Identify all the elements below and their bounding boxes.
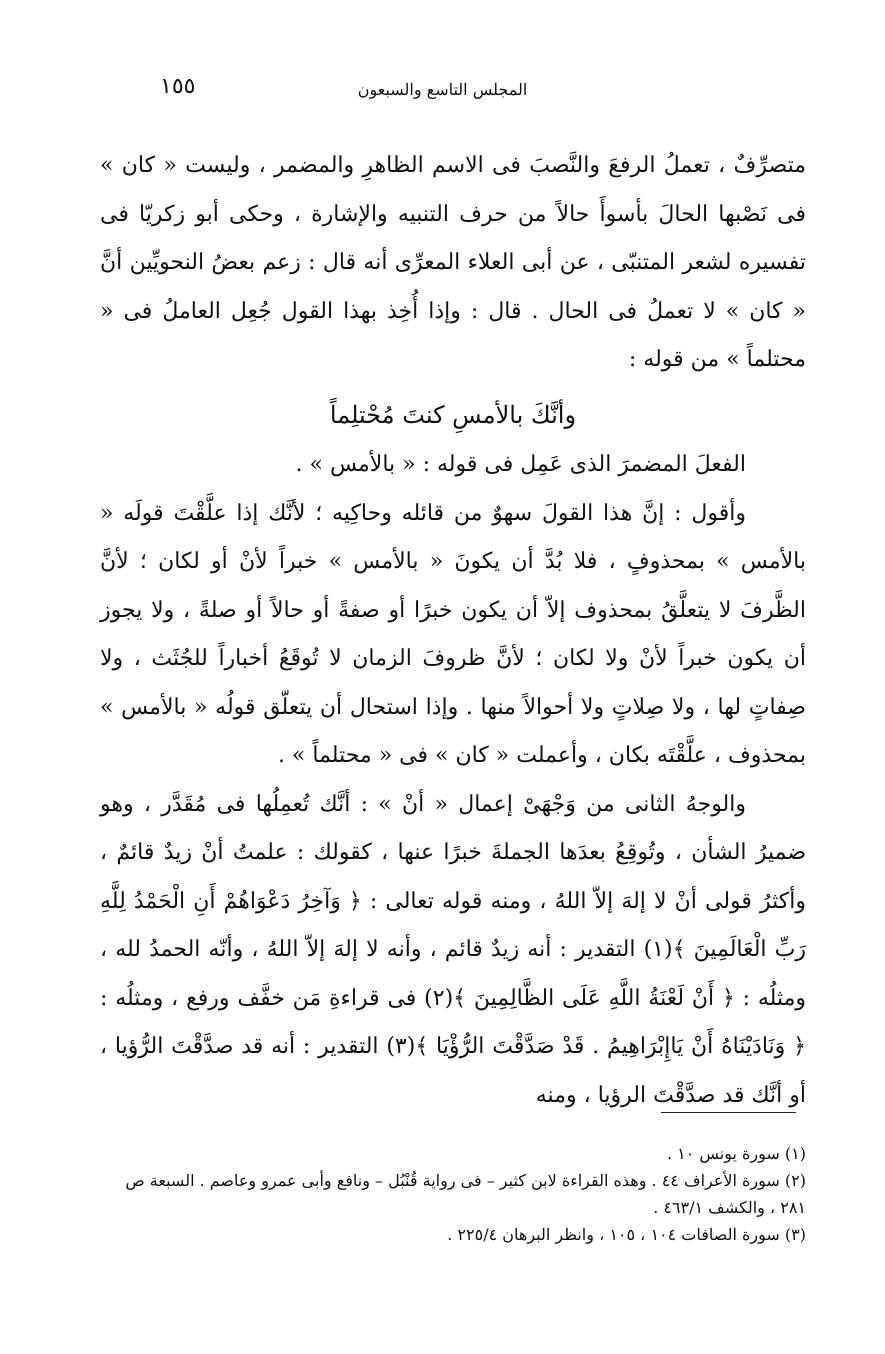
paragraph-2: الفعلَ المضمرَ الذى عَمِل فى قوله : « بالأمس » . [295, 452, 746, 477]
footnote-3: (٣) سورة الصافات ١٠٤ ، ١٠٥ ، وانظر البرهان ٢٢٥/٤ . [447, 1225, 806, 1244]
paragraph-1: متصرِّفٌ ، تعملُ الرفعَ والنَّصبَ فى الاسم الظاهرِ والمضمر ، وليست « كان » فى نَصْبها الحالَ بأسوأَ حالاً من حرف التنبيه والإشارة ، وحكى أبو زكريّا فى تفسيره لشعر المتنبّى ، عن أبى العلاء المعرِّى أنه قال : زعم بعضُ النحويِّين أنَّ « كان » لا تعملُ فى الحال . قال : وإذا أُخِذ بهذا القول جُعِل العاملُ فى « محتلماً » من قوله : [100, 153, 806, 372]
footnote-2: (٢) سورة الأعراف ٤٤ . وهذه القراءة لابن كثير – فى رواية قُنْبُل – ونافع وأبى عمرو وعاصم . السبعة ص ٢٨١ ، والكشف ٤٦٣/١ . [125, 1171, 806, 1217]
paragraph-3: وأقول : إنَّ هذا القولَ سهوٌ من قائله وحاكِيه ؛ لأنَّك إذا علَّقْتَ قولَه « بالأمس » بمحذوفٍ ، فلا بُدَّ أن يكونَ « بالأمس » خبراً لأنْ أو لكان ؛ لأنَّ الظَّرفَ لا يتعلَّقُ بمحذوف إلاّ أن يكون خبرًا أو صفةً أو حالاً أو صلةً ، ولا يجوز أن يكون خبراً لأنْ ولا لكان ؛ لأنَّ ظروفَ الزمان لا تُوقَعُ أخباراً للجُثَث ، ولا صِفاتٍ لها ، ولا صِلاتٍ ولا أحوالاً منها . وإذا استحال أن يتعلّق قولُه « بالأمس » بمحذوف ، علَّقْتَه بكان ، وأعملت « كان » فى « محتلماً » . [100, 500, 806, 768]
main-text [100, 142, 806, 1120]
page-number: ١٥٥ [160, 74, 196, 99]
footnotes [100, 1140, 806, 1248]
footnote-separator [661, 1112, 796, 1113]
verse-line: وأنَّكَ بالأمسِ كنتَ مُحْتلِماً [329, 400, 577, 429]
page-header [100, 72, 785, 112]
running-title: المجلس التاسع والسبعون [357, 80, 528, 99]
paragraph-4: والوجهُ الثانى من وَجْهَىْ إعمال « أنْ » : أنَّك تُعمِلُها فى مُقَدَّر ، وهو ضميرُ الشأن ، وتُوقِعُ بعدَها الجملةَ خبرًا عنها ، كقولك : علمتُ أنْ زيدٌ قائمٌ ، وأكثرُ قولى أنْ لا إلهَ إلاّ اللهُ ، ومنه قوله تعالى : ﴿ وَآخِرُ دَعْوَاهُمْ أَنِ الْحَمْدُ لِلَّهِ رَبِّ الْعَالَمِينَ ﴾(١) التقدير : أنه زيدٌ قائم ، وأنه لا إلهَ إلاّ اللهُ ، وأنّه الحمدُ لله ، ومثلُه : ﴿ أَنْ لَعْنَةُ اللَّهِ عَلَى الظَّالِمِينَ ﴾(٢) فى قراءةِ مَن خفَّف ورفع ، ومثلُه : ﴿ وَنَادَيْنَاهُ أَنْ يَاإِبْرَاهِيمُ . قَدْ صَدَّقْتَ الرُّؤْيَا ﴾(٣) التقدير : أنه قد صدَّقْتَ الرُّؤيا ، أو أنَّك قد صدَّقْتَ الرؤيا ، ومنه [100, 791, 806, 1108]
footnote-1: (١) سورة يونس ١٠ . [666, 1144, 806, 1163]
